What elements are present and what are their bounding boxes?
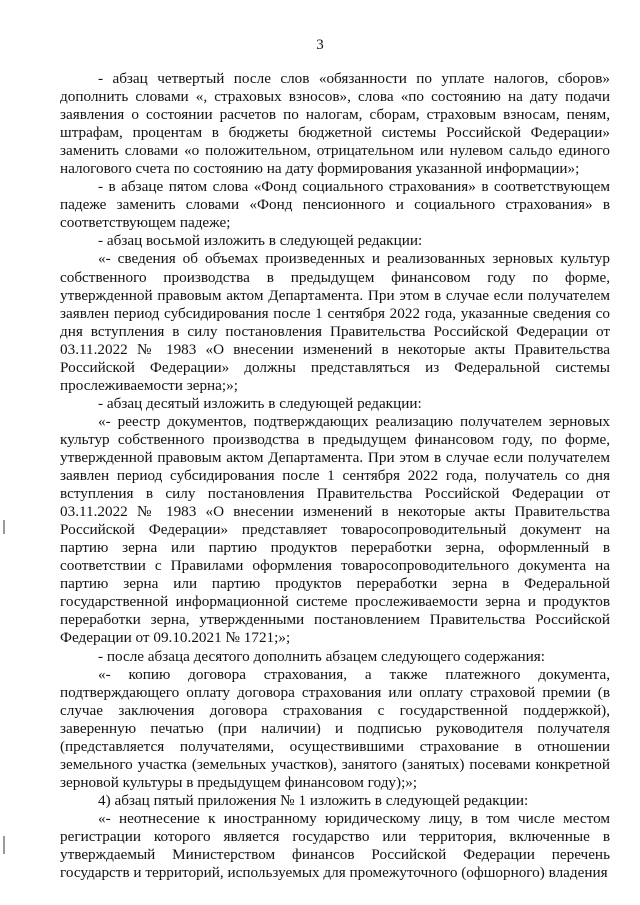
document-body bbox=[60, 70, 610, 882]
paragraph: «- реестр документов, подтверждающих реализацию получателем зерновых культур собственного производства в предыдущем финансовом году, по форме, утвержденной правовым актом Департамента. При этом в случае если получателем заявлен период субсидирования после 1 сентября 2022 года, получатель со дня вступления в силу постановления Правительства Российской Федерации от 03.11.2022 № 1983 «О внесении изменений в некоторые акты Правительства Российской Федерации» представляет товаросопроводительный документ на партию зерна или партию продуктов переработки зерна, оформленный в соответствии с Правилами оформления товаросопроводительного документа на партию зерна или партию продуктов переработки зерна в Федеральной государственной информационной системе прослеживаемости зерна и продуктов переработки зерна, утвержденными постановлением Правительства Российской Федерации от 09.10.2021 № 1721;»; bbox=[60, 412, 610, 647]
scan-edge-mark bbox=[3, 836, 5, 854]
paragraph: «- копию договора страхования, а также платежного документа, подтверждающего оплату договора страхования или оплату страховой премии (в случае заключения договора страхования с государственной поддержкой), заверенную печатью (при наличии) и подписью руководителя получателя (представляется получателями, осуществившими страхование в отношении земельного участка (земельных участков), занятого (занятых) посевами конкретной зерновой культуры в предыдущем финансовом году);»; bbox=[60, 665, 610, 791]
paragraph: - абзац восьмой изложить в следующей редакции: bbox=[98, 232, 423, 250]
paragraph: - после абзаца десятого дополнить абзацем следующего содержания: bbox=[98, 647, 545, 665]
scan-edge-mark bbox=[3, 520, 5, 534]
paragraph: - абзац десятый изложить в следующей редакции: bbox=[98, 394, 422, 412]
paragraph: «- неотнесение к иностранному юридическому лицу, в том числе местом регистрации которого является государство или территория, включенные в утверждаемый Министерством финансов Российской Федерации перечень государств и территорий, используемых для промежуточного (офшорного) владения bbox=[60, 809, 610, 882]
paragraph: - абзац четвертый после слов «обязанности по уплате налогов, сборов» дополнить словами «, страховых взносов», слова «по состоянию на дату подачи заявления о состоянии расчетов по налогам, сборам, страховым взносам, пеням, штрафам, процентам в бюджеты бюджетной системы Российской Федерации» заменить словами «о положительном, отрицательном или нулевом сальдо единого налогового счета по состоянию на дату формирования указанной информации»; bbox=[60, 70, 610, 178]
paragraph: 4) абзац пятый приложения № 1 изложить в следующей редакции: bbox=[98, 791, 529, 809]
paragraph: - в абзаце пятом слова «Фонд социального страхования» в соответствующем падеже заменить словами «Фонд пенсионного и социального страхования» в соответствующем падеже; bbox=[60, 178, 610, 232]
page-number: 3 bbox=[316, 37, 324, 53]
paragraph: «- сведения об объемах произведенных и реализованных зерновых культур собственного производства в предыдущем финансовом году по форме, утвержденной правовым актом Департамента. При этом в случае если получателем заявлен период субсидирования после 1 сентября 2022 года, указанные сведения со дня вступления в силу постановления Правительства Российской Федерации от 03.11.2022 № 1983 «О внесении изменений в некоторые акты Правительства Российской Федерации» должны представляться из Федеральной системы прослеживаемости зерна;»; bbox=[60, 250, 610, 394]
